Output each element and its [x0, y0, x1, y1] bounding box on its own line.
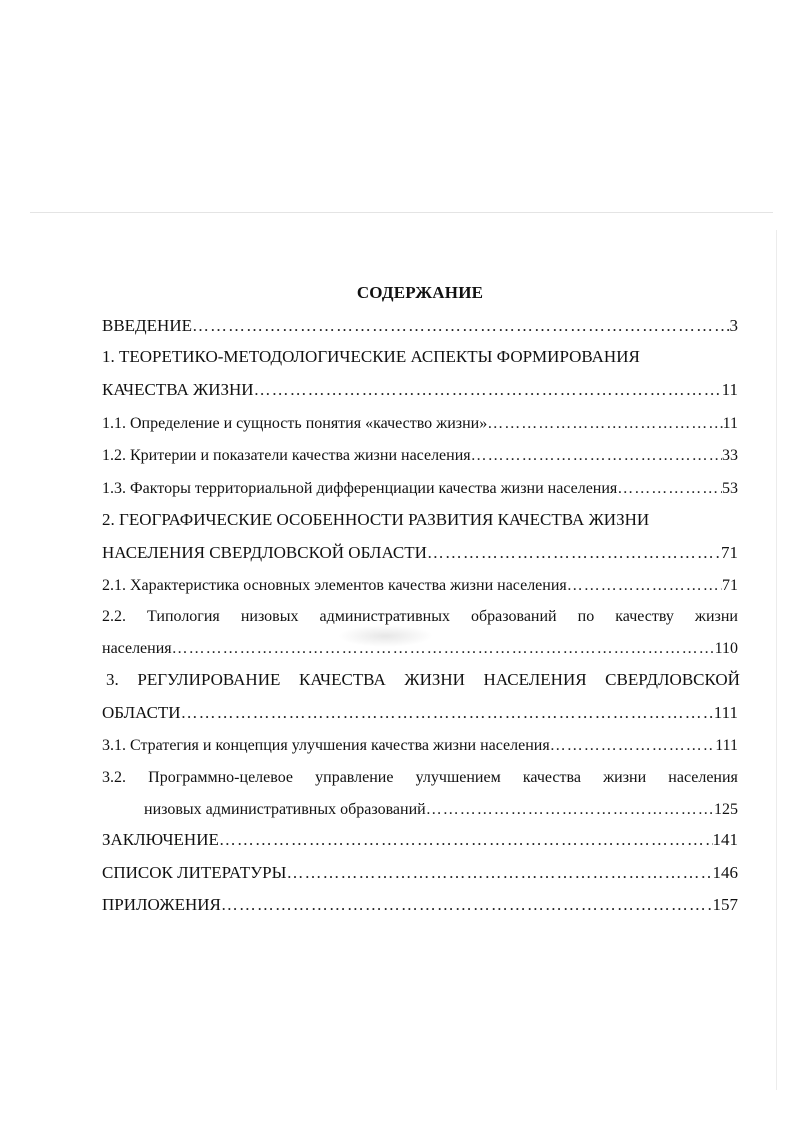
leader-dots — [426, 799, 714, 821]
toc-page-number: 53 — [722, 480, 738, 497]
toc-word: КАЧЕСТВА — [298, 670, 386, 689]
toc-page-number: 125 — [714, 801, 738, 818]
toc-entry-chapter-1-line-2 — [102, 379, 738, 401]
toc-entry-section-3-2-line-1 — [102, 767, 738, 789]
toc-entry-text: 2.1. Характеристика основных элементов качества жизни населения — [102, 577, 567, 594]
toc-entry-text: ВВЕДЕНИЕ — [102, 316, 192, 335]
toc-entry-text: ОБЛАСТИ — [102, 703, 181, 722]
toc-page-number: 71 — [722, 577, 738, 594]
toc-page-number: 11 — [722, 415, 738, 432]
leader-dots — [219, 829, 713, 851]
leader-dots — [254, 379, 722, 401]
toc-entry-text: ПРИЛОЖЕНИЯ — [102, 895, 221, 914]
leader-dots — [427, 542, 721, 564]
toc-word: Программно-целевое — [148, 769, 293, 786]
toc-word: по — [577, 608, 595, 625]
toc-page-number: 111 — [715, 737, 738, 754]
leader-dots — [471, 445, 722, 467]
toc-entry-section-2-1 — [102, 575, 738, 597]
toc-entry-intro — [102, 315, 738, 337]
toc-word: 3. — [106, 670, 119, 689]
toc-word: качеству — [615, 608, 674, 625]
leader-dots — [192, 315, 730, 337]
scan-edge-line — [776, 230, 777, 1090]
toc-entry-chapter-1-line-1 — [102, 346, 742, 368]
leader-dots — [567, 575, 722, 597]
toc-entry-section-3-1 — [102, 735, 738, 757]
toc-page-number: 111 — [713, 703, 738, 722]
toc-word: ЖИЗНИ — [404, 670, 465, 689]
leader-dots — [487, 413, 722, 435]
toc-word: РЕГУЛИРОВАНИЕ — [137, 670, 281, 689]
toc-word: образований — [471, 608, 557, 625]
toc-entry-conclusion — [102, 829, 738, 851]
scan-edge-line — [30, 212, 773, 213]
toc-page-number: 110 — [714, 640, 738, 657]
toc-entry-text: 1.1. Определение и сущность понятия «качество жизни» — [102, 415, 488, 432]
toc-word: СВЕРДЛОВСКОЙ — [605, 670, 740, 689]
toc-entry-text: низовых административных образований — [144, 801, 426, 818]
toc-entry-chapter-3-line-1 — [106, 669, 740, 691]
toc-page-number: 146 — [712, 863, 738, 882]
toc-entry-section-2-2-line-1 — [102, 606, 738, 628]
toc-entry-text: КАЧЕСТВА ЖИЗНИ — [102, 380, 254, 399]
toc-entry-chapter-2-line-2 — [102, 542, 738, 564]
toc-entry-text: 2. ГЕОГРАФИЧЕСКИЕ ОСОБЕННОСТИ РАЗВИТИЯ КАЧЕСТВА ЖИЗНИ — [102, 510, 650, 529]
toc-entry-text: населения — [102, 640, 172, 657]
toc-word: населения — [668, 769, 738, 786]
toc-word: низовых — [240, 608, 299, 625]
toc-word: административных — [319, 608, 450, 625]
toc-entry-chapter-2-line-1 — [102, 509, 742, 531]
leader-dots — [286, 862, 712, 884]
toc-entry-section-1-1 — [102, 413, 738, 435]
leader-dots — [550, 735, 715, 757]
toc-word: жизни — [694, 608, 738, 625]
toc-word: управление — [315, 769, 394, 786]
leader-dots — [221, 894, 713, 916]
leader-dots — [172, 638, 715, 660]
toc-entry-text: 1.3. Факторы территориальной дифференциации качества жизни населения — [102, 480, 618, 497]
toc-entry-section-1-2 — [102, 445, 738, 467]
toc-page-number: 33 — [722, 447, 738, 464]
toc-page-number: 3 — [729, 316, 738, 335]
toc-page-number: 157 — [712, 895, 738, 914]
toc-entry-appendix — [102, 894, 738, 916]
leader-dots — [181, 702, 714, 724]
toc-entry-section-3-2-line-2 — [144, 799, 738, 821]
toc-entry-text: СПИСОК ЛИТЕРАТУРЫ — [102, 863, 287, 882]
toc-word: Типология — [147, 608, 220, 625]
toc-entry-text: 1. ТЕОРЕТИКО-МЕТОДОЛОГИЧЕСКИЕ АСПЕКТЫ ФОРМИРОВАНИЯ — [102, 347, 640, 366]
toc-entry-references — [102, 862, 738, 884]
leader-dots — [617, 478, 722, 500]
toc-word: 2.2. — [102, 608, 126, 625]
toc-page-number: 71 — [721, 543, 738, 562]
toc-page-number: 141 — [712, 830, 738, 849]
toc-entry-section-2-2-line-2 — [102, 638, 738, 660]
toc-word: улучшением — [415, 769, 501, 786]
toc-word: 3.2. — [102, 769, 126, 786]
toc-entry-text: ЗАКЛЮЧЕНИЕ — [102, 830, 219, 849]
toc-page-number: 11 — [721, 380, 738, 399]
toc-entry-text: НАСЕЛЕНИЯ СВЕРДЛОВСКОЙ ОБЛАСТИ — [102, 543, 427, 562]
toc-entry-text: 1.2. Критерии и показатели качества жизни населения — [102, 447, 471, 464]
toc-word: НАСЕЛЕНИЯ — [483, 670, 587, 689]
toc-entry-text: 3.1. Стратегия и концепция улучшения качества жизни населения — [102, 737, 550, 754]
toc-word: качества — [522, 769, 581, 786]
toc-entry-section-1-3 — [102, 478, 738, 500]
toc-title: СОДЕРЖАНИЕ — [356, 283, 484, 302]
toc-word: жизни — [603, 769, 647, 786]
toc-entry-chapter-3-line-2 — [102, 702, 738, 724]
